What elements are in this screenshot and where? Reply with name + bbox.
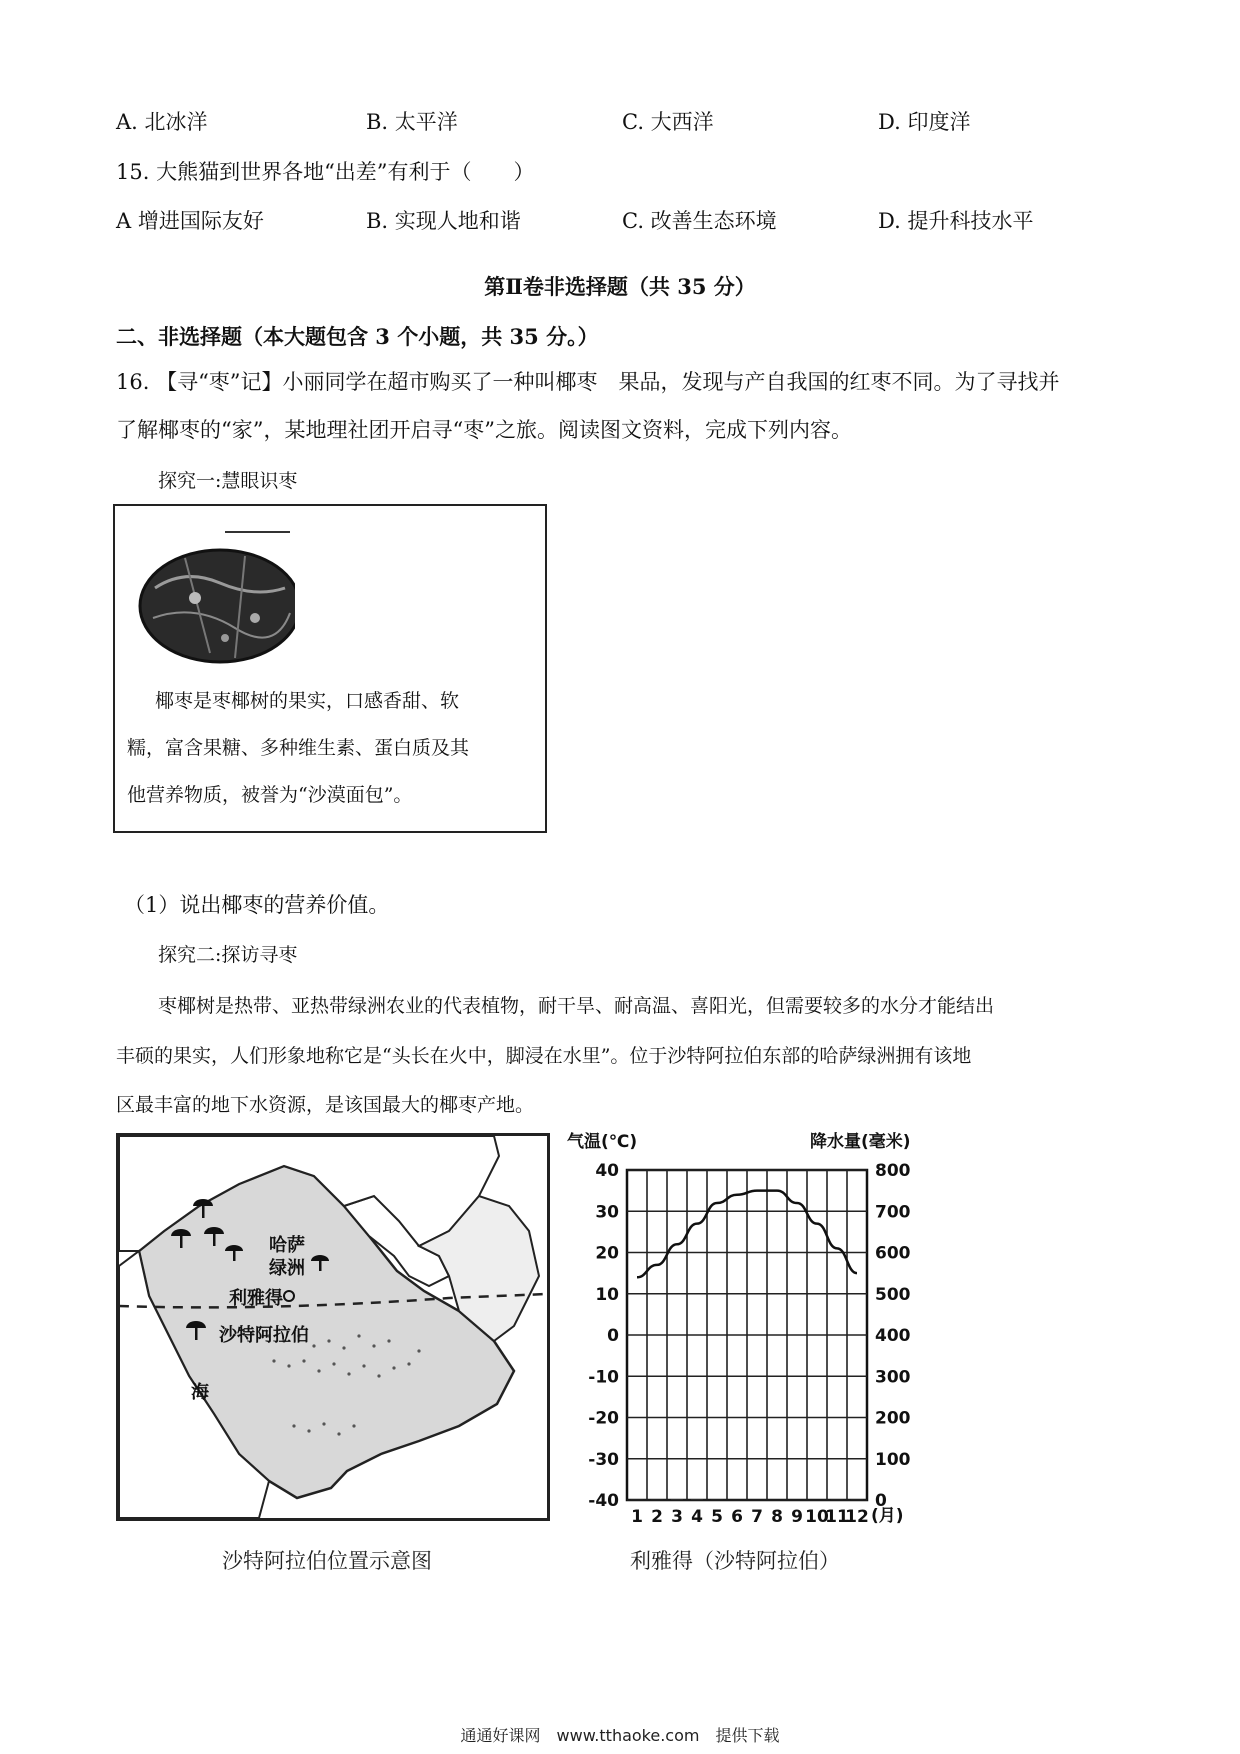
map-caption: 沙特阿拉伯位置示意图 [222,1549,432,1573]
right-tick-label: 200 [875,1408,911,1429]
left-tick-label: -10 [588,1367,619,1388]
para-line1: 枣椰树是热带、亚热带绿洲农业的代表植物，耐干旱、耐高温、喜阳光，但需要较多的水分才能结出 [158,995,995,1017]
x-tick-label: 6 [731,1507,743,1525]
x-tick-label: 2 [651,1507,663,1525]
para-line2: 丰硕的果实，人们形象地称它是“头长在火中，脚浸在水里”。位于沙特阿拉伯东部的哈萨绿洲拥有该地 [116,1045,972,1067]
left-tick-label: 0 [607,1326,619,1346]
left-tick-label: -20 [588,1408,619,1429]
explore2-label: 探究二:探访寻枣 [158,944,298,966]
x-tick-label: 1 [631,1507,643,1525]
x-tick-label: 3 [671,1507,683,1525]
right-axis-label: 降水量(毫米) [810,1132,911,1152]
q14-option-b: B. 太平洋 [366,110,458,134]
sub-question-1: （1）说出椰枣的营养价值。 [124,893,390,917]
right-tick-label: 300 [875,1367,911,1388]
x-tick-label: 10 [805,1507,829,1525]
q16-intro-line2: 了解椰枣的“家”，某地理社团开启寻“枣”之旅。阅读图文资料，完成下列内容。 [116,418,852,442]
q16-intro-line1: 16. 【寻“枣”记】小丽同学在超市购买了一种叫椰枣 果品，发现与产自我国的红枣不同。为了寻找并 [116,370,1060,394]
date-info-box [113,504,547,833]
part2-title: 第Ⅱ卷非选择题（共 35 分） [484,274,756,299]
left-tick-label: 30 [595,1202,619,1223]
chart-caption: 利雅得（沙特阿拉伯） [630,1549,840,1573]
x-tick-label: 4 [691,1507,703,1525]
climate-chart [555,1125,935,1525]
x-tick-label: 8 [771,1507,783,1525]
map-label-sea: 海 [191,1382,209,1403]
explore1-label: 探究一:慧眼识枣 [158,470,298,492]
left-tick-label: -30 [588,1449,619,1470]
q14-option-c: C. 大西洋 [622,110,714,134]
right-tick-label: 600 [875,1243,911,1264]
box-line1: 椰枣是枣椰树的果实，口感香甜、软 [155,690,460,712]
right-tick-labels [875,1161,911,1511]
q14-option-a: A. 北冰洋 [116,110,208,134]
left-tick-label: 10 [595,1284,619,1305]
q15-option-b: B. 实现人地和谐 [366,209,521,233]
x-tick-label: 5 [711,1507,723,1525]
left-tick-labels [588,1161,619,1511]
q15-option-c: C. 改善生态环境 [622,209,777,233]
x-tick-label: 9 [791,1507,803,1525]
q14-option-d: D. 印度洋 [878,110,971,134]
para-line3: 区最丰富的地下水资源，是该国最大的椰枣产地。 [116,1094,535,1116]
map-label-hasa1: 哈萨 [269,1235,305,1256]
map-label-riyadh: 利雅得 [229,1288,283,1309]
x-tick-label: 12 [845,1507,869,1525]
left-tick-label: 20 [595,1243,619,1264]
box-line3: 他营养物质，被誉为“沙漠面包”。 [127,784,413,806]
left-axis-label: 气温(℃) [567,1132,638,1152]
right-tick-label: 0 [875,1491,887,1511]
right-tick-label: 700 [875,1202,911,1223]
date-fruit-image [125,518,295,668]
precipitation-bar [671,1499,683,1500]
q15-option-d: D. 提升科技水平 [878,209,1034,233]
right-tick-label: 800 [875,1161,911,1181]
q15-stem: 15. 大熊猫到世界各地“出差”有利于（ ） [116,160,535,184]
x-tick-label: 7 [751,1507,763,1525]
map-label-saudi: 沙特阿拉伯 [219,1325,309,1346]
x-unit-label: (月) [871,1506,904,1525]
left-tick-label: 40 [595,1161,619,1181]
x-tick-label: 11 [825,1507,849,1525]
right-tick-label: 500 [875,1284,911,1305]
box-line2: 糯，富含果糖、多种维生素、蛋白质及其 [127,737,470,759]
left-tick-label: -40 [588,1491,619,1511]
precipitation-bar [691,1499,703,1500]
map-label-hasa2: 绿洲 [269,1258,305,1279]
saudi-location-map [116,1133,550,1521]
right-tick-label: 100 [875,1449,911,1470]
page-footer: 通通好课网 www.tthaoke.com 提供下载 [460,1726,780,1745]
q15-option-a: A 增进国际友好 [116,209,264,233]
chart-grid [627,1170,867,1500]
right-tick-label: 400 [875,1326,911,1346]
section-heading: 二、非选择题（本大题包含 3 个小题，共 35 分。） [116,324,599,349]
x-tick-labels [631,1507,869,1525]
